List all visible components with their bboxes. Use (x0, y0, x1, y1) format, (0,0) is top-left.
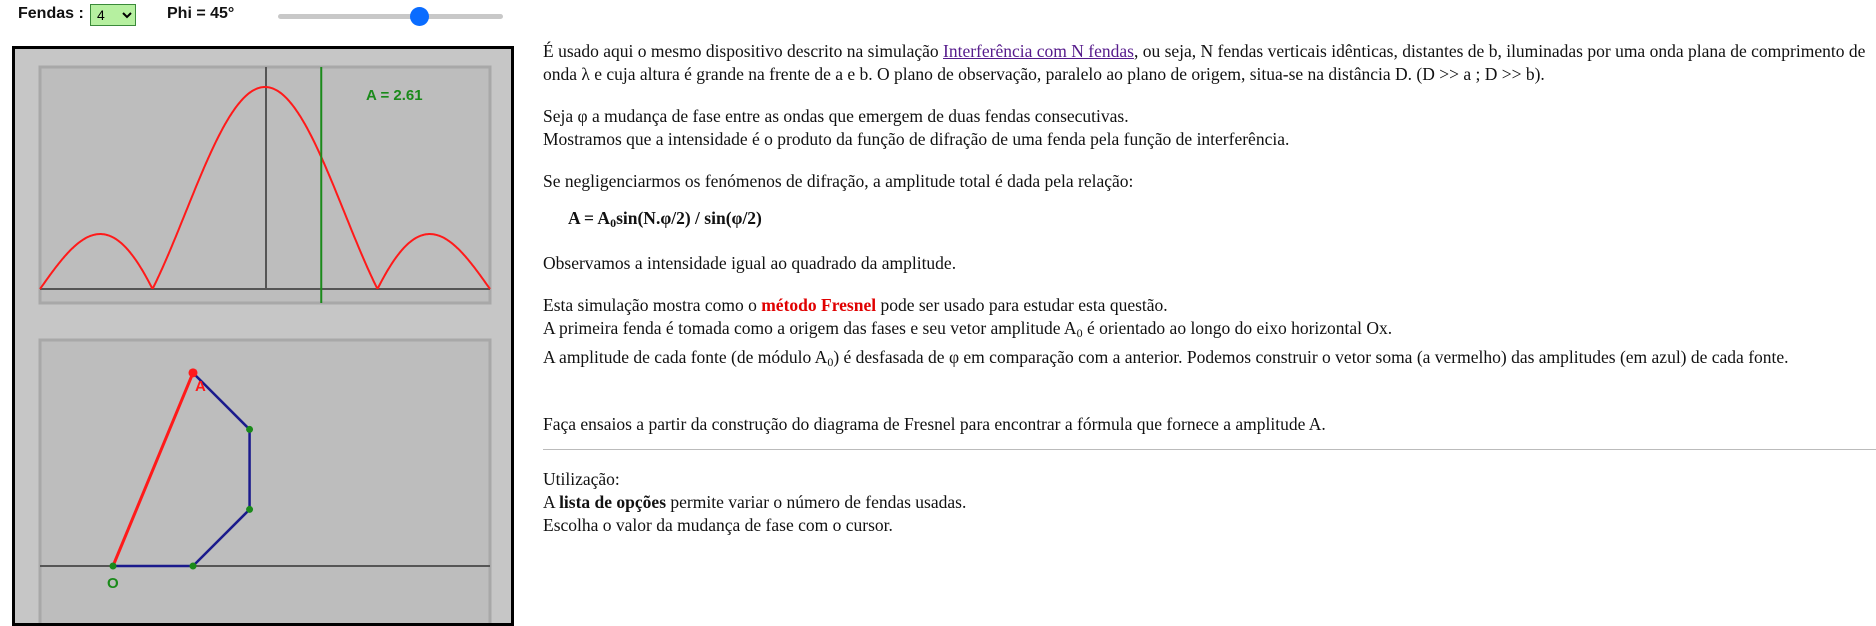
vector-node (246, 426, 253, 433)
exercise-text: Faça ensaios a partir da construção do diagrama de Fresnel para encontrar a fórmula que fornece a amplitude A. (543, 414, 1326, 434)
description-text (543, 40, 1876, 537)
first-slit-text: A primeira fenda é tomada como a origem das fases e seu vetor amplitude $A_0$ é orientado ao longo do eixo horizontal Ox. (543, 318, 1393, 340)
usage-title: Utilização: (543, 469, 620, 489)
point-o-label: O (107, 575, 119, 592)
control-bar (0, 0, 520, 30)
vector-node (190, 563, 197, 570)
amplitude-formula: $A = A_0\sin(N.\varphi/2) / \sin(\varphi/2)$ (568, 208, 762, 230)
intensity-text: Observamos a intensidade igual ao quadrado da amplitude. (543, 253, 957, 273)
phi-label: Phi = 45° (167, 5, 235, 22)
amplitude-relation-text: Se negligenciarmos os fenómenos de difração, a amplitude total é dada pela relação: (543, 171, 1134, 191)
simulation-canvas (15, 49, 511, 623)
usage-options-text: A lista de opções permite variar o número de fendas usadas. (543, 492, 967, 512)
interference-link[interactable]: Interferência com N fendas (943, 41, 1134, 61)
phase-definition: Seja φ a mudança de fase entre as ondas que emergem de duas fendas consecutivas. (543, 106, 1129, 126)
simulation-panel (12, 46, 514, 626)
intensity-product-text: Mostramos que a intensidade é o produto da função de difração de uma fenda pela função de interferência. (543, 129, 1290, 149)
slits-select[interactable] (90, 4, 136, 26)
intro-paragraph: É usado aqui o mesmo dispositivo descrito na simulação Interferência com N fendas, ou seja, N fendas verticais idênticas, distantes de b, iluminadas por uma onda plana de comprimento de onda λ e cuja altura é grande na frente de a e b. O plano de observação, paralelo ao plano de origem, situa-se na distância D. (D >> a ; D >> b). (543, 41, 1866, 84)
amplitude-readout: A = 2.61 (366, 87, 423, 104)
phi-slider-track[interactable] (278, 14, 503, 19)
point-a-label: A (195, 377, 206, 395)
slits-label: Fendas : (18, 5, 84, 22)
phi-slider-thumb[interactable] (410, 7, 429, 26)
fresnel-method-text: Esta simulação mostra como o método Fresnel pode ser usado para estudar esta questão. (543, 295, 1168, 315)
fresnel-method-highlight: método Fresnel (761, 295, 877, 315)
point-a (189, 368, 198, 377)
vector-node (110, 563, 117, 570)
vector-node (246, 506, 253, 513)
vector-sum-text: A amplitude de cada fonte (de módulo $A_0$) é desfasada de φ em comparação com a anterior. Podemos construir o vetor soma (a vermelho) das amplitudes (em azul) de cada fonte. (543, 347, 1789, 369)
usage-cursor-text: Escolha o valor da mudança de fase com o cursor. (543, 515, 893, 535)
